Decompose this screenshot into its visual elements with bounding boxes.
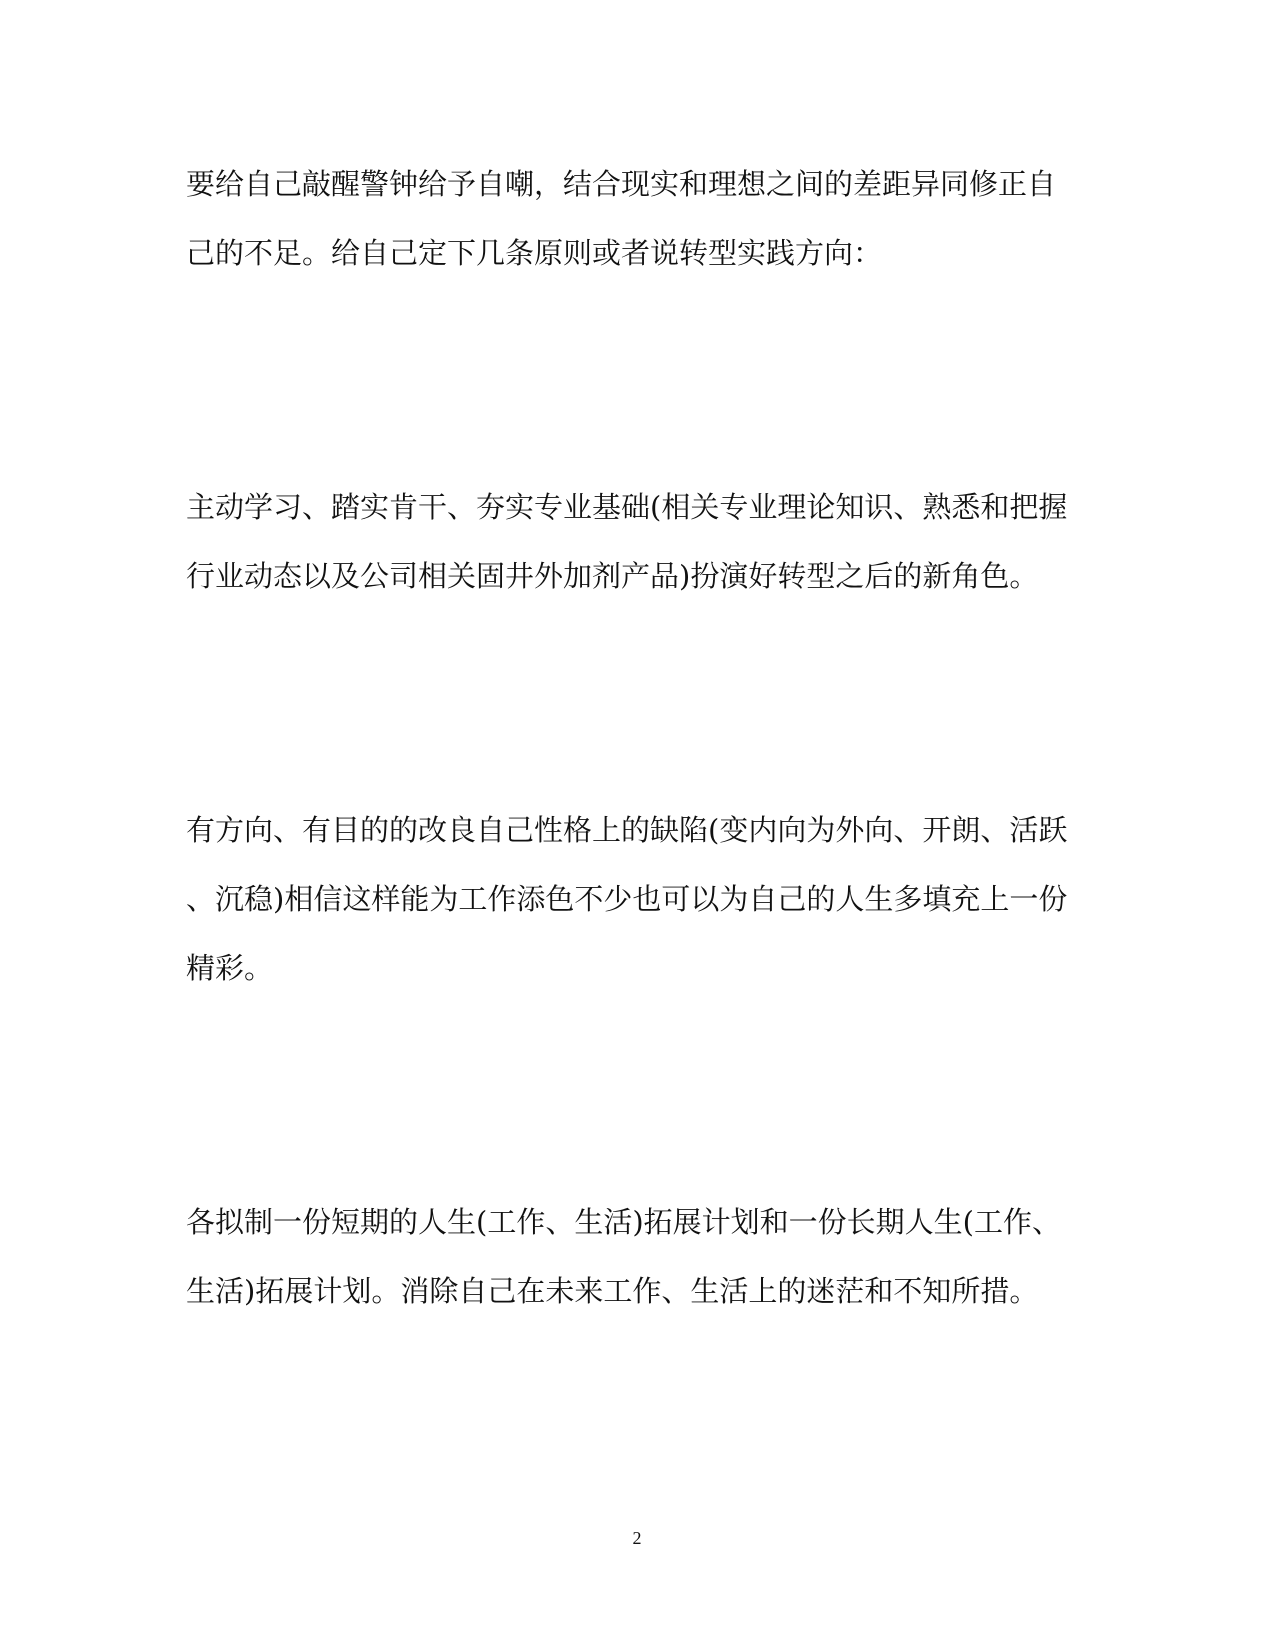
paragraph-line: 、沉稳)相信这样能为工作添色不少也可以为自己的人生多填充上一份 xyxy=(186,882,1068,916)
paragraph-line: 精彩。 xyxy=(186,951,274,985)
paragraph-line: 己的不足。给自己定下几条原则或者说转型实践方向： xyxy=(186,236,883,270)
paragraph-line: 要给自己敲醒警钟给予自嘲，结合现实和理想之间的差距异同修正自 xyxy=(186,167,1057,201)
paragraph-line: 有方向、有目的的改良自己性格上的缺陷(变内向为外向、开朗、活跃 xyxy=(186,813,1068,847)
paragraph-3 xyxy=(186,796,1076,1003)
paragraph-1 xyxy=(186,150,1076,288)
page-number: 2 xyxy=(632,1528,642,1548)
paragraph-line: 主动学习、踏实肯干、夯实专业基础(相关专业理论知识、熟悉和把握 xyxy=(186,490,1068,524)
paragraph-line: 生活)拓展计划。消除自己在未来工作、生活上的迷茫和不知所措。 xyxy=(186,1274,1039,1308)
paragraph-2 xyxy=(186,473,1076,611)
paragraph-line: 行业动态以及公司相关固井外加剂产品)扮演好转型之后的新角色。 xyxy=(186,559,1039,593)
paragraph-line: 各拟制一份短期的人生(工作、生活)拓展计划和一份长期人生(工作、 xyxy=(186,1205,1061,1239)
paragraph-4 xyxy=(186,1188,1076,1326)
